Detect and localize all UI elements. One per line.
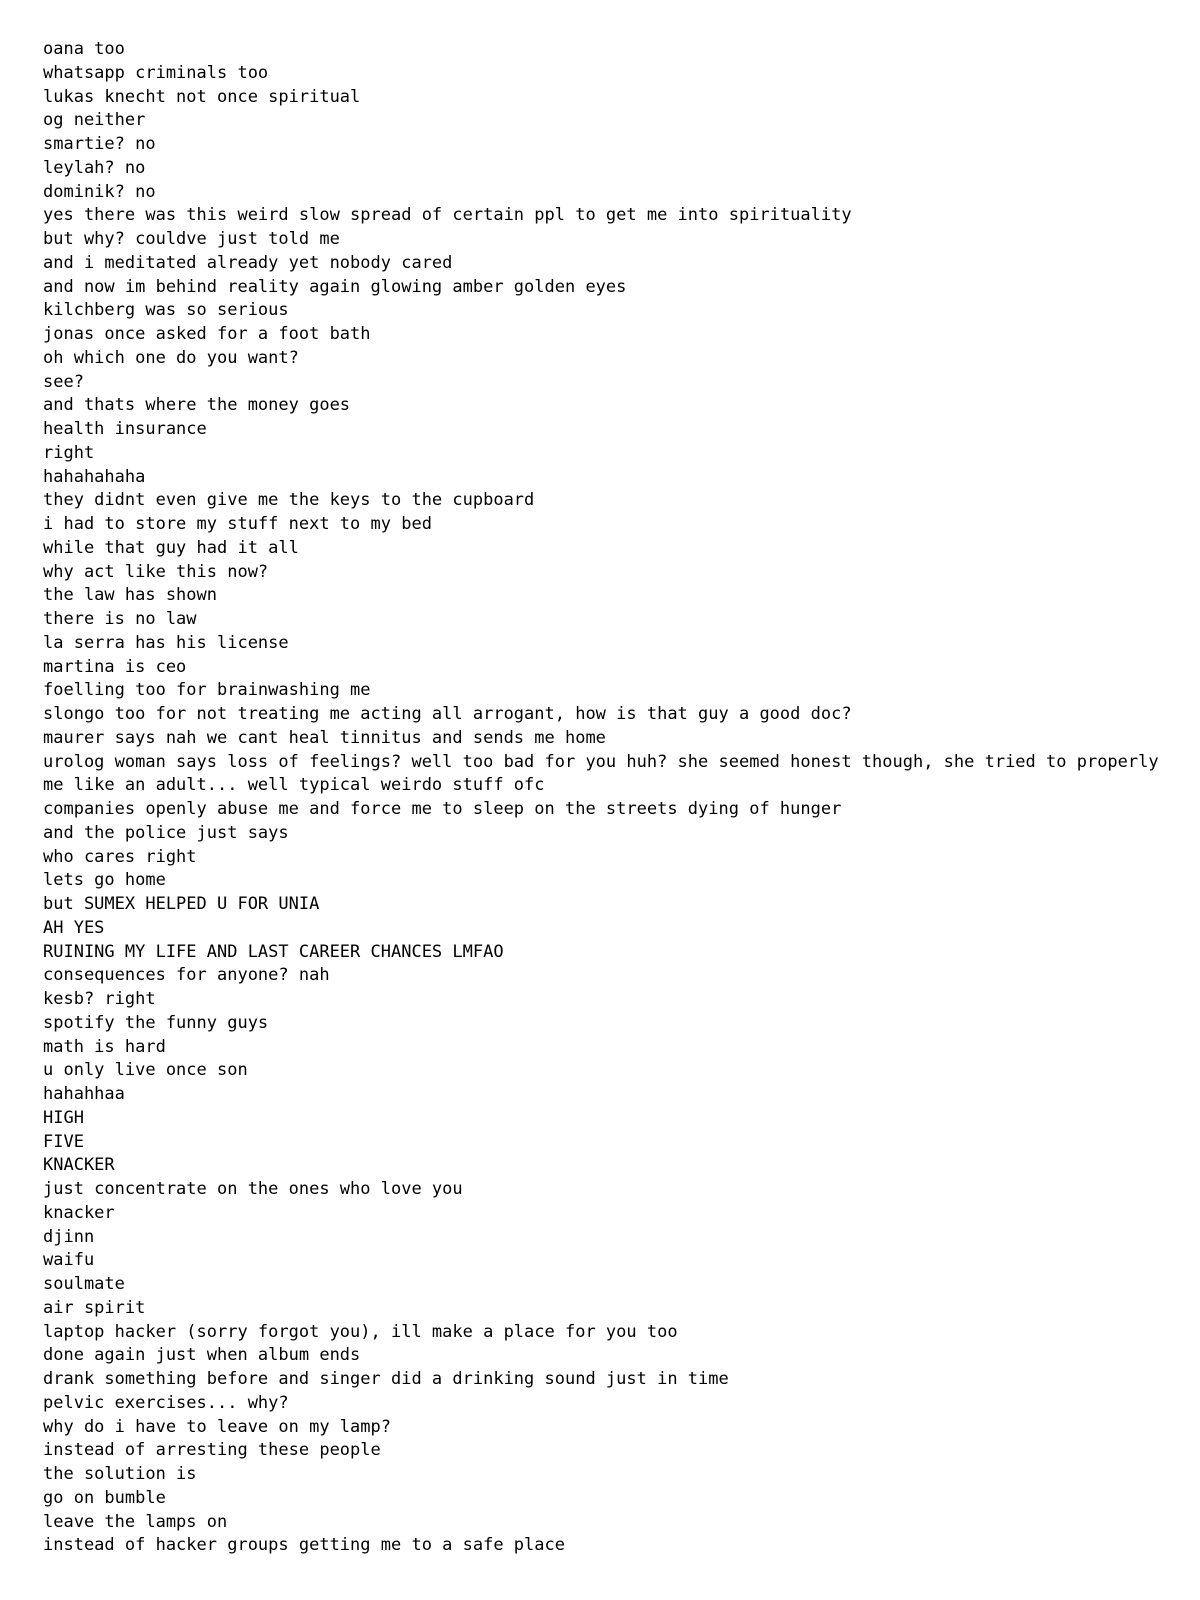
text-line: soulmate — [43, 1274, 125, 1294]
text-line: leylah? no — [43, 157, 146, 178]
text-line: math is hard — [43, 1036, 166, 1057]
text-line: whatsapp criminals too — [43, 62, 269, 83]
text-line: KNACKER — [43, 1155, 115, 1176]
text-line: kilchberg was so serious — [43, 300, 289, 321]
text-line: smartie? no — [43, 134, 156, 154]
text-line: slongo too for not treating me acting all arrogant, how is that guy a good doc? — [43, 704, 852, 724]
text-line: yes there was this weird slow spread of certain ppl to get me into spirituality — [43, 205, 852, 226]
text-line: kesb? right — [43, 989, 156, 1009]
text-line: RUINING MY LIFE AND LAST CAREER CHANCES LMFAO — [43, 941, 504, 962]
text-line: why do i have to leave on my lamp? — [43, 1416, 391, 1437]
text-line: right — [43, 442, 95, 463]
text-line: and the police just says — [43, 822, 289, 843]
text-line: they didnt even give me the keys to the cupboard — [43, 490, 535, 511]
text-line: and thats where the money goes — [43, 395, 351, 416]
text-line: lukas knecht not once spiritual — [43, 86, 361, 107]
text-line: while that guy had it all — [43, 537, 299, 558]
text-line: see? — [43, 371, 84, 392]
text-line: la serra has his license — [43, 632, 289, 653]
text-document — [43, 38, 1200, 1558]
text-line: FIVE — [43, 1131, 84, 1152]
text-line: djinn — [43, 1226, 95, 1247]
text-line: hahahahaha — [43, 466, 146, 487]
text-line: consequences for anyone? nah — [43, 965, 330, 986]
text-line: instead of hacker groups getting me to a safe place — [43, 1535, 565, 1556]
text-line: oana too — [43, 39, 125, 59]
text-line: drank something before and singer did a drinking sound just in time — [43, 1369, 729, 1389]
text-line: there is no law — [43, 609, 197, 629]
text-line: waifu — [43, 1250, 95, 1271]
text-line: just concentrate on the ones who love you — [43, 1179, 463, 1199]
text-line: instead of arresting these people — [43, 1440, 381, 1461]
text-line: who cares right — [43, 846, 197, 867]
text-line: foelling too for brainwashing me — [43, 680, 371, 701]
text-line: lets go home — [43, 870, 166, 891]
text-line: u only live once son — [43, 1060, 248, 1081]
text-line: knacker — [43, 1202, 115, 1223]
text-line: oh which one do you want? — [43, 347, 299, 368]
text-line: but why? couldve just told me — [43, 229, 340, 249]
text-line: AH YES — [43, 917, 105, 938]
text-line: companies openly abuse me and force me to sleep on the streets dying of hunger — [43, 799, 842, 819]
text-line: and now im behind reality again glowing amber golden eyes — [43, 276, 627, 297]
text-line: health insurance — [43, 419, 207, 439]
text-line: martina is ceo — [43, 656, 187, 677]
text-line: hahahhaa — [43, 1084, 125, 1104]
text-line: jonas once asked for a foot bath — [43, 324, 371, 344]
text-line: go on bumble — [43, 1487, 166, 1508]
text-line: but SUMEX HELPED U FOR UNIA — [43, 894, 320, 914]
text-line: and i meditated already yet nobody cared — [43, 252, 453, 273]
text-line: air spirit — [43, 1297, 146, 1318]
text-line: maurer says nah we cant heal tinnitus and sends me home — [43, 727, 606, 748]
text-line: me like an adult... well typical weirdo stuff ofc — [43, 775, 545, 796]
text-line: HIGH — [43, 1107, 84, 1128]
text-line: the law has shown — [43, 585, 217, 606]
text-line: why act like this now? — [43, 561, 269, 582]
text-line: og neither — [43, 110, 146, 131]
text-line: dominik? no — [43, 181, 156, 202]
text-line: leave the lamps on — [43, 1511, 228, 1532]
text-line: i had to store my stuff next to my bed — [43, 514, 432, 534]
text-line: pelvic exercises... why? — [43, 1392, 289, 1413]
text-line: done again just when album ends — [43, 1345, 361, 1366]
text-line: laptop hacker (sorry forgot you), ill make a place for you too — [43, 1321, 678, 1342]
text-line: urolog woman says loss of feelings? well too bad for you huh? she seemed honest though, she tried to properly — [43, 751, 1159, 772]
text-line: spotify the funny guys — [43, 1012, 269, 1033]
text-line: the solution is — [43, 1464, 197, 1484]
